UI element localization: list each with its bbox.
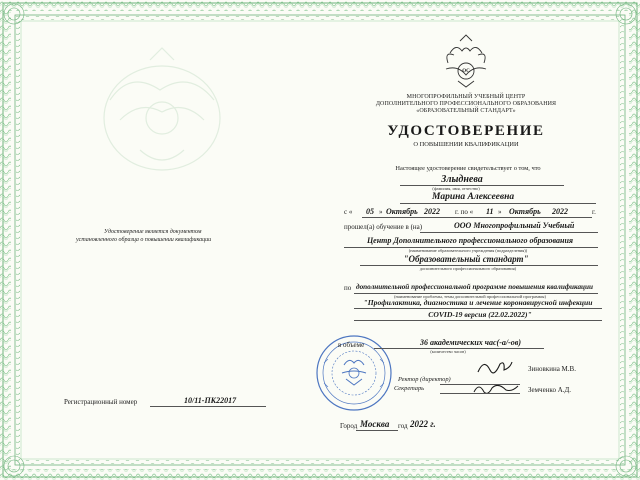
hours-value: 36 академических час(-а/-ов): [420, 338, 522, 347]
hours-hint: (количество часов): [430, 349, 466, 354]
left-note-line1: Удостоверение является документом: [104, 229, 202, 235]
place-underline: [356, 430, 398, 431]
director-label: Ректор (директор): [398, 376, 451, 383]
person-name: Марина Алексеевна: [432, 192, 515, 202]
place-label: Город: [340, 422, 358, 430]
secretary-sign-line: [440, 393, 520, 394]
secretary-name: Земченко А.Д.: [528, 386, 572, 394]
person-surname: Злыднева: [441, 174, 483, 185]
left-note-line2: установленного образца о повышении квалификации: [76, 237, 212, 243]
date-to-day: 11: [486, 207, 494, 216]
org-name-line1: МНОГОПРОФИЛЬНЫЙ УЧЕБНЫЙ ЦЕНТР: [406, 94, 526, 100]
program-hint: (наименование проблемы, темы дополнительной профессиональной программы): [394, 294, 546, 299]
date-from-month: Октябрь: [386, 207, 418, 216]
name-underline: [400, 203, 596, 204]
program-name-line1: "Профилактика, диагностика и лечение коронавирусной инфекции: [363, 298, 593, 307]
secretary-label: Секретарь: [394, 385, 425, 392]
registration-number: 10/11-ПК22017: [184, 396, 237, 405]
program-name-underline2: [354, 320, 602, 321]
registration-label: Регистрационный номер: [64, 398, 138, 406]
date-from-prefix: с «: [344, 208, 353, 216]
date-to-year: 2022: [552, 207, 568, 216]
person-hint: (фамилия, имя, отчество): [432, 186, 480, 191]
logo-letters: ОС: [462, 69, 470, 74]
date-from-year: 2022: [424, 207, 440, 216]
intro-text: Настоящее удостоверение свидетельствует о том, что: [395, 165, 541, 172]
surname-underline: [400, 185, 564, 186]
date-to-prefix: г. по «: [455, 208, 474, 216]
institution-underline1: [420, 232, 598, 233]
date-to-suffix: г.: [592, 208, 596, 216]
place-year: 2022 г.: [410, 419, 436, 429]
date-from-day: 05: [366, 207, 374, 216]
document-title: УДОСТОВЕРЕНИЕ: [387, 123, 545, 139]
program-name-underline1: [354, 308, 602, 309]
hours-prefix: в объеме: [338, 341, 365, 349]
document-subtitle: О ПОВЫШЕНИИ КВАЛИФИКАЦИИ: [413, 141, 519, 148]
dates-underline: [362, 217, 592, 218]
org-name-line3: «ОБРАЗОВАТЕЛЬНЫЙ СТАНДАРТ»: [416, 108, 516, 114]
director-sign-line: [440, 384, 520, 385]
institution-line3: "Образовательный стандарт": [403, 254, 529, 264]
date-from-mid: »: [379, 208, 383, 216]
program-name-line2: COVID-19 версия (22.02.2022)": [428, 310, 532, 319]
date-to-month: Октябрь: [509, 207, 541, 216]
director-signature: [478, 362, 512, 373]
institution-line2: Центр Дополнительного профессионального образования: [366, 236, 574, 245]
place-city: Москва: [360, 419, 390, 429]
program-type: дополнительной профессиональной программе повышения квалификации: [356, 283, 594, 291]
org-name-line2: ДОПОЛНИТЕЛЬНОГО ПРОФЕССИОНАЛЬНОГО ОБРАЗОВАНИЯ: [375, 101, 557, 107]
program-prefix: по: [344, 284, 352, 292]
institution-hint: (наименование образовательного учреждения (подразделения)): [408, 248, 528, 253]
institution-hint2: дополнительного профессионального образования): [419, 266, 517, 271]
registration-underline: [150, 406, 266, 407]
date-to-mid: »: [498, 208, 502, 216]
institution-line1: ООО Многопрофильный Учебный: [454, 221, 575, 230]
director-name: Зиновкина М.В.: [528, 365, 576, 373]
training-prefix: прошел(а) обучение в (на): [344, 223, 423, 231]
place-year-label: год: [398, 422, 408, 430]
